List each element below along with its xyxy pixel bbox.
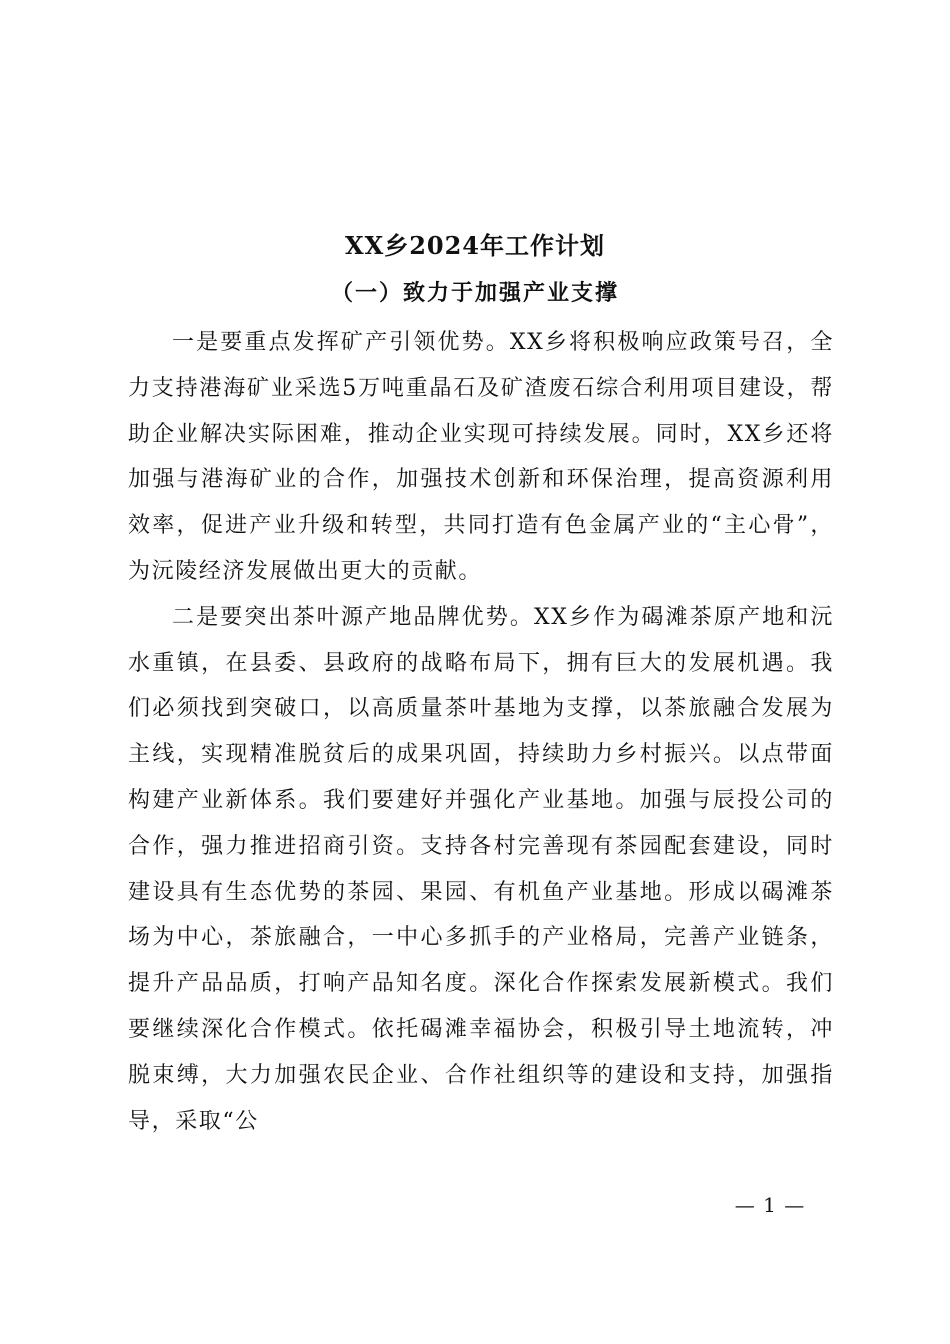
paragraph-tea: 二是要突出茶叶源产地品牌优势。XX乡作为碣滩茶原产地和沅水重镇，在县委、县政府的战略布局下，拥有巨大的发展机遇。我们必须找到突破口，以高质量茶叶基地为支撑，以茶旅融合发展为主线，实现精准脱贫后的成果巩固，持续助力乡村振兴。以点带面构建产业新体系。我们要建好并强化产业基地。加强与辰投公司的合作，强力推进招商引资。支持各村完善现有茶园配套建设，同时建设具有生态优势的茶园、果园、有机鱼产业基地。形成以碣滩茶场为中心，茶旅融合，一中心多抓手的产业格局，完善产业链条，提升产品品质，打响产品知名度。深化合作探索发展新模式。我们要继续深化合作模式。依托碣滩幸福协会，积极引导土地流转，冲脱束缚，大力加强农民企业、合作社组织等的建设和支持，加强指导，采取“公 xyxy=(128,604,834,1134)
section-heading: （一）致力于加强产业支撑 xyxy=(330,280,619,306)
document-title: XX乡2024年工作计划 xyxy=(344,231,606,260)
page-number: — 1 — xyxy=(734,1193,806,1217)
document-body xyxy=(128,320,834,1144)
paragraph-mining: 一是要重点发挥矿产引领优势。XX乡将积极响应政策号召，全力支持港海矿业采选5万吨重晶石及矿渣废石综合利用项目建设，帮助企业解决实际困难，推动企业实现可持续发展。同时，XX乡还将加强与港海矿业的合作，加强技术创新和环保治理，提高资源利用效率，促进产业升级和转型，共同打造有色金属产业的“主心骨”，为沅陵经济发展做出更大的贡献。 xyxy=(128,330,834,584)
